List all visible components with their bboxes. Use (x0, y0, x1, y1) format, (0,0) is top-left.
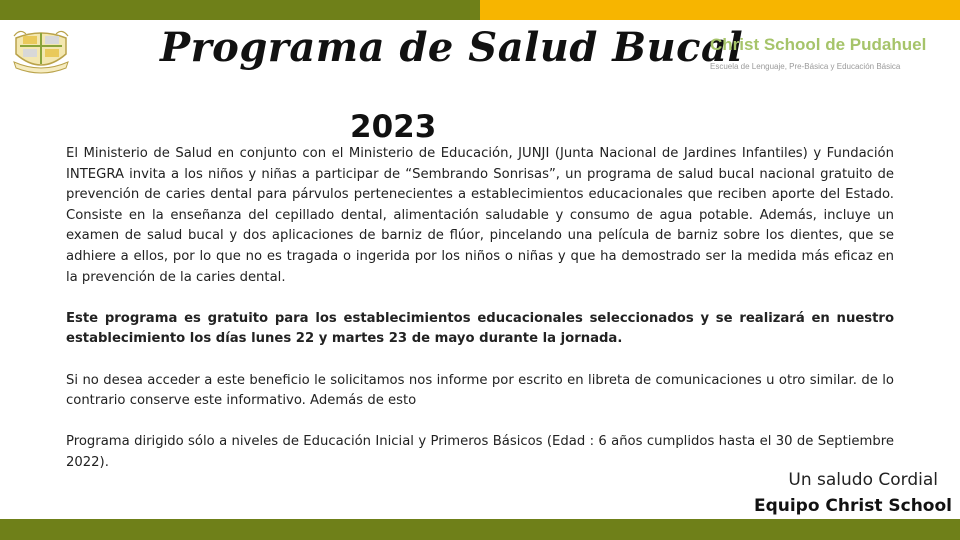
paragraph-opt-out: Si no desea acceder a este beneficio le solicitamos nos informe por escrito en libreta de comunicaciones u otro similar. de lo contrario conserve este informativo. Además de esto (66, 372, 894, 409)
page-title: Programa de Salud Bucal (160, 24, 744, 71)
program-year: 2023 (350, 109, 437, 145)
top-bar-green (0, 0, 480, 20)
closing-greeting: Un saludo Cordial (788, 470, 938, 490)
school-name: Christ School de Pudahuel (710, 35, 927, 54)
top-bar-gold (480, 0, 960, 20)
paragraph-eligibility: Programa dirigido sólo a niveles de Educación Inicial y Primeros Básicos (Edad : 6 años cumplidos hasta el 30 de Septiembre 2022). (66, 434, 894, 470)
bottom-bar-green (0, 519, 960, 540)
closing-signature: Equipo Christ School (753, 496, 952, 516)
announcement-body (66, 144, 894, 494)
school-subtitle: Escuela de Lenguaje, Pre-Básica y Educación Básica (710, 62, 901, 71)
paragraph-dates: Este programa es gratuito para los establecimientos educacionales seleccionados y se realizará en nuestro establecimiento los días lunes 22 y martes 23 de mayo durante la jornada. (66, 310, 894, 347)
school-crest-icon (12, 24, 70, 74)
paragraph-intro: El Ministerio de Salud en conjunto con el Ministerio de Educación, JUNJI (Junta Nacional de Jardines Infantiles) y Fundación INTEGRA invita a los niños y niñas a participar de “Sembrando Sonrisas”, un programa de salud bucal nacional gratuito de prevención de caries dental para párvulos pertenecientes a establecimientos educacionales que reciben aporte del Estado. Consiste en la enseñanza del cepillado dental, alimentación saludable y consumo de agua potable. Además, incluye un examen de salud bucal y dos aplicaciones de barniz de flúor, pincelando una película de barniz sobre los dientes, que se adhiere a ellos, por lo que no es tragada o ingerida por los niños o niñas y que ha demostrado ser la medida más eficaz en la prevención de la caries dental. (66, 146, 894, 285)
